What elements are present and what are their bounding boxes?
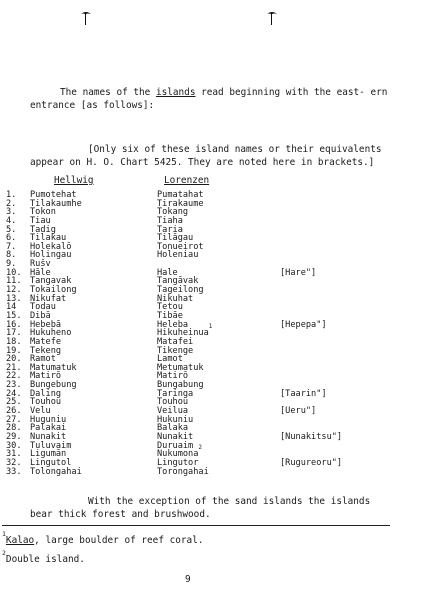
footnote-1-marker: 1 bbox=[2, 529, 6, 538]
table-row bbox=[0, 251, 426, 260]
lorenzen-name: Tirakaume bbox=[157, 198, 204, 209]
chart-name: [Hare"] bbox=[280, 267, 317, 278]
footnote-1-text: , large boulder of reef coral. bbox=[34, 535, 204, 546]
footnote-1 bbox=[2, 529, 204, 546]
row-number: 7. bbox=[6, 241, 17, 252]
lorenzen-name: Tetou bbox=[157, 302, 183, 313]
table-row bbox=[0, 312, 426, 321]
hellwig-name: Huguniu bbox=[30, 414, 67, 425]
hellwig-name: Nunakit bbox=[30, 431, 67, 442]
lorenzen-name: Tiaha bbox=[157, 215, 183, 226]
row-number: 5. bbox=[6, 224, 17, 235]
lorenzen-name: Nunakit bbox=[157, 431, 194, 442]
lorenzen-name: Torongahai bbox=[157, 466, 209, 477]
lorenzen-name: Metumatuk bbox=[157, 362, 204, 373]
row-number: 25. bbox=[6, 397, 22, 408]
row-number: 15. bbox=[6, 310, 22, 321]
footnote-ref: 2 bbox=[198, 444, 203, 452]
row-number: 12. bbox=[6, 285, 22, 296]
lorenzen-name: Holeniau bbox=[157, 250, 199, 261]
column-header-lorenzen: Lorenzen bbox=[164, 175, 210, 186]
row-number: 32. bbox=[6, 457, 22, 468]
page-number: 9 bbox=[185, 574, 191, 585]
row-number: 22. bbox=[6, 371, 22, 382]
intro-paragraph bbox=[30, 87, 390, 112]
table-row bbox=[0, 347, 426, 356]
hellwig-name: Tolongahai bbox=[30, 466, 82, 477]
footnote-2-marker: 2 bbox=[2, 548, 6, 557]
row-number: 4. bbox=[6, 215, 17, 226]
hellwig-name: Matumatuk bbox=[30, 362, 77, 373]
table-row bbox=[0, 364, 426, 373]
table-row bbox=[0, 295, 426, 304]
row-number: 19. bbox=[6, 345, 22, 356]
hellwig-name: Ligumān bbox=[30, 449, 67, 460]
hellwig-name: Tokon bbox=[30, 207, 56, 218]
lorenzen-name: Tokang bbox=[157, 207, 189, 218]
lorenzen-name: Tibāe bbox=[157, 310, 183, 321]
lorenzen-name: Heleba bbox=[157, 319, 189, 330]
lorenzen-name: Tageilong bbox=[157, 285, 204, 296]
hellwig-name: Hukuheno bbox=[30, 328, 72, 339]
hellwig-name: Tadig bbox=[30, 224, 56, 235]
lorenzen-name: Balaka bbox=[157, 423, 189, 434]
row-number: 6. bbox=[6, 233, 17, 244]
hellwig-name: Tiau bbox=[30, 215, 51, 226]
lorenzen-name: Nukumona$^2$ bbox=[157, 444, 203, 460]
table-row bbox=[0, 381, 426, 390]
column-header-hellwig: Hellwig bbox=[54, 175, 94, 186]
lorenzen-name: Lamot bbox=[157, 354, 183, 365]
hellwig-name: Lingutol bbox=[30, 457, 72, 468]
row-number: 14 bbox=[6, 302, 17, 313]
row-number: 20. bbox=[6, 354, 22, 365]
lorenzen-name: Bungabung bbox=[157, 380, 204, 391]
row-number: 8. bbox=[6, 250, 17, 261]
bracket-note: [Only six of these island names or their equivalents appear on H. O. Chart 5425. They are noted here in brackets.] bbox=[30, 144, 382, 168]
lorenzen-name: Matafei bbox=[157, 336, 194, 347]
row-number: 26. bbox=[6, 406, 22, 417]
row-number: 16. bbox=[6, 319, 22, 330]
intro-islands-word: islands bbox=[155, 87, 196, 98]
chart-name: [Hepepa"] bbox=[280, 319, 327, 330]
lorenzen-name: Tilāgau bbox=[157, 233, 194, 244]
hellwig-name: Tilakaumhe bbox=[30, 198, 82, 209]
table-row bbox=[0, 338, 426, 347]
row-number: 29. bbox=[6, 431, 22, 442]
row-number: 27. bbox=[6, 414, 22, 425]
chart-name: [Ueru"] bbox=[280, 406, 317, 417]
row-number: 10. bbox=[6, 267, 22, 278]
lorenzen-name: Veilua bbox=[157, 406, 189, 417]
row-number: 24. bbox=[6, 388, 22, 399]
row-number: 17. bbox=[6, 328, 22, 339]
hellwig-name: Tangavak bbox=[30, 276, 72, 287]
row-number: 2. bbox=[6, 198, 17, 209]
hellwig-name: Tilakau bbox=[30, 233, 67, 244]
table-row bbox=[0, 200, 426, 209]
chart-name: [Nunakitsu"] bbox=[280, 431, 343, 442]
table-row bbox=[0, 303, 426, 312]
row-number: 11. bbox=[6, 276, 22, 287]
hellwig-name: Rušv bbox=[30, 259, 51, 270]
hellwig-name: Dibā bbox=[30, 310, 51, 321]
footnote-2 bbox=[2, 548, 85, 565]
hellwig-name: Hebebā bbox=[30, 319, 62, 330]
hellwig-name: Hāle bbox=[30, 267, 51, 278]
intro-text-after: read beginning with the east- ern entrance [as follows]: bbox=[30, 87, 388, 111]
lorenzen-name: Taria bbox=[157, 224, 183, 235]
hellwig-name: Palakai bbox=[30, 423, 67, 434]
lorenzen-name: Tikenge bbox=[157, 345, 194, 356]
punch-hole-mark-left bbox=[80, 10, 92, 26]
lorenzen-name: Touhou bbox=[157, 397, 189, 408]
hellwig-name: Nikufat bbox=[30, 293, 67, 304]
hellwig-name: Tekeng bbox=[30, 345, 62, 356]
chart-name: [Rugureoru"] bbox=[280, 457, 343, 468]
chart-name: [Taarin"] bbox=[280, 388, 327, 399]
intro-text-before: The names of the bbox=[60, 87, 156, 98]
hellwig-name: Pumotehat bbox=[30, 190, 77, 200]
row-number: 30. bbox=[6, 440, 22, 451]
hellwig-name: Holekalō bbox=[30, 241, 72, 252]
lorenzen-name: Matirō bbox=[157, 371, 189, 382]
hellwig-name: Ramot bbox=[30, 354, 56, 365]
table-row bbox=[0, 468, 426, 477]
row-number: 13. bbox=[6, 293, 22, 304]
row-number: 23. bbox=[6, 380, 22, 391]
lorenzen-name: Hale bbox=[157, 267, 178, 278]
table-row bbox=[0, 260, 426, 269]
row-number: 31. bbox=[6, 449, 22, 460]
lorenzen-name: Tonueirot bbox=[157, 241, 204, 252]
hellwig-name: Tokailong bbox=[30, 285, 77, 296]
table-row bbox=[0, 217, 426, 226]
hellwig-name: Tuluvaim bbox=[30, 440, 72, 451]
hellwig-name: Touhou bbox=[30, 397, 62, 408]
hellwig-name: Daling bbox=[30, 388, 62, 399]
lorenzen-name: Tangāvak bbox=[157, 276, 199, 287]
lorenzen-name: Nikuhat bbox=[157, 293, 194, 304]
row-number: 3. bbox=[6, 207, 17, 218]
hellwig-name: Matirō bbox=[30, 371, 62, 382]
lorenzen-name: Pumatahat bbox=[157, 190, 204, 200]
footnote-ref: 1 bbox=[208, 323, 213, 331]
row-number: 9. bbox=[6, 259, 17, 270]
island-names-table bbox=[0, 191, 426, 476]
hellwig-name: Matefe bbox=[30, 336, 62, 347]
hellwig-name: Holingau bbox=[30, 250, 72, 261]
table-row bbox=[0, 398, 426, 407]
row-number: 33. bbox=[6, 466, 22, 477]
hellwig-name: Todau bbox=[30, 302, 56, 313]
hellwig-name: Velu bbox=[30, 406, 51, 417]
hellwig-name: Bungebung bbox=[30, 380, 77, 391]
row-number: 21. bbox=[6, 362, 22, 373]
lorenzen-name: Taringa bbox=[157, 388, 194, 399]
lorenzen-name: Hukuniu bbox=[157, 414, 194, 425]
footnote-2-text: Double island. bbox=[5, 554, 85, 565]
lorenzen-name: Duruaim bbox=[157, 440, 194, 451]
footnote-1-term: Kalao bbox=[5, 535, 35, 546]
closing-paragraph: With the exception of the sand islands the islands bear thick forest and brushwood. bbox=[30, 496, 371, 520]
footnote-divider bbox=[2, 525, 390, 526]
punch-hole-mark-right bbox=[266, 10, 278, 26]
lorenzen-name: Lingutor bbox=[157, 457, 199, 468]
row-number: 18. bbox=[6, 336, 22, 347]
lorenzen-name: Hikuheinua$^1$ bbox=[157, 323, 213, 339]
row-number: 28. bbox=[6, 423, 22, 434]
table-row bbox=[0, 390, 426, 399]
table-row bbox=[0, 208, 426, 217]
row-number: 1. bbox=[6, 190, 17, 200]
